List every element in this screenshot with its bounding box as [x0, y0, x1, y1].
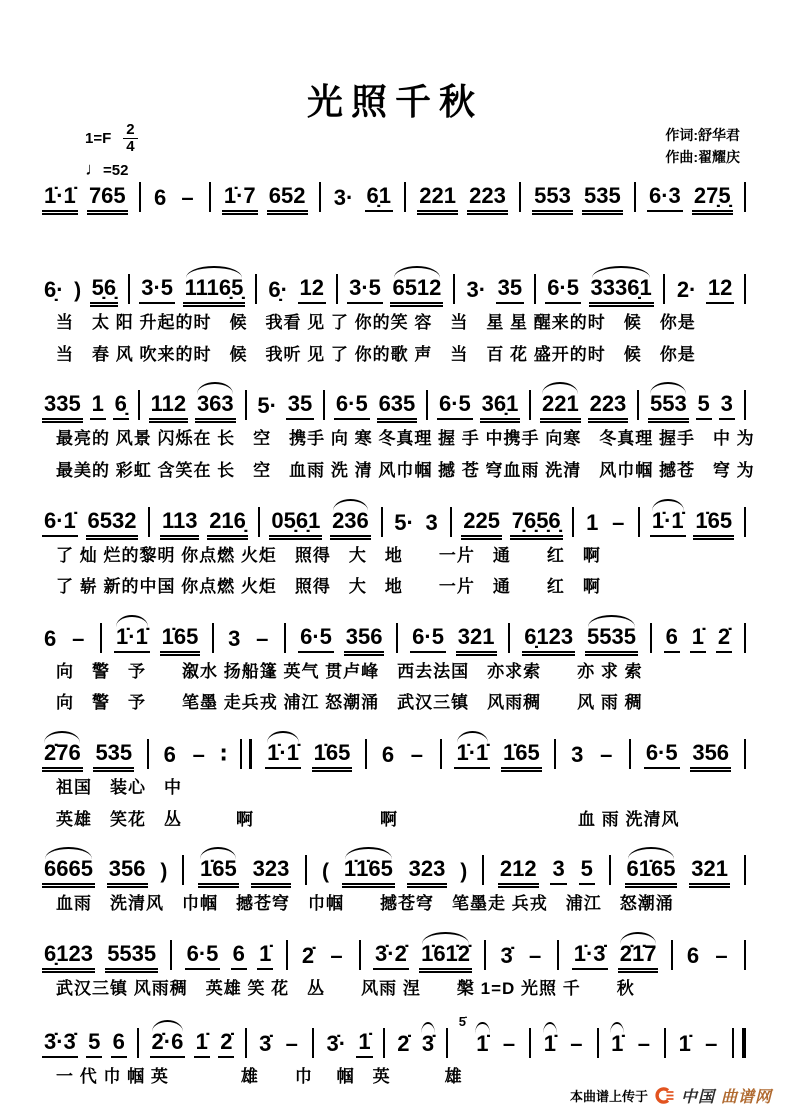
barline	[744, 940, 746, 970]
repeat-barline	[240, 739, 252, 769]
barline	[744, 507, 746, 537]
barline	[629, 739, 631, 769]
barline	[529, 390, 531, 420]
note-group: 6532	[86, 510, 139, 537]
site-name-cn: 中国	[680, 1089, 715, 1106]
barline	[404, 182, 406, 212]
barline	[148, 507, 150, 537]
barline	[336, 274, 338, 304]
site-name-rest: 曲谱网	[720, 1089, 772, 1106]
duration-dash: –	[285, 1030, 298, 1056]
note-group: 652	[267, 185, 308, 212]
notation-symbol: )	[74, 279, 82, 302]
duration-dash: –	[72, 625, 85, 651]
duration-dash: –	[410, 742, 424, 768]
note-group: 05̣6̣1	[269, 510, 322, 537]
note-group: 6̣123	[522, 626, 575, 653]
barline	[139, 182, 141, 212]
note-group: 6·5	[410, 626, 446, 653]
note-group: 5̣6̣	[90, 277, 118, 304]
barline	[609, 855, 611, 885]
notes-row	[42, 172, 748, 212]
duration-dash: –	[330, 943, 343, 969]
barline	[286, 940, 288, 970]
note-group: 6	[664, 626, 680, 653]
music-system	[42, 497, 748, 600]
music-system	[42, 845, 748, 917]
note-group: 6665	[42, 858, 95, 885]
lyrics-line: 一 代 巾 帼 英 雄 巾 帼 英 雄	[56, 1066, 463, 1086]
lyrics-line: 祖国 装心 中	[56, 778, 182, 798]
barline	[319, 182, 321, 212]
note-group: 3̇·2̇	[373, 943, 409, 970]
note-group: 6	[686, 943, 700, 969]
barline	[663, 274, 665, 304]
note-group: 1̇·1̇	[42, 185, 78, 212]
key-signature: 1=F	[85, 129, 112, 147]
barline	[426, 390, 428, 420]
lyrics-line: 当 太 阳 升起的时 候 我看 见 了 你的笑 容 当 星 星 醒来的时 候 你是	[56, 313, 696, 332]
barline	[744, 855, 746, 885]
note-group: 6·5	[298, 626, 334, 653]
note-group: 1116̣5̣	[183, 277, 246, 304]
note-group: 323	[251, 858, 292, 885]
duration-dash: –	[192, 742, 205, 768]
footer	[570, 1084, 772, 1107]
note-group: 212	[498, 858, 539, 885]
barline	[138, 390, 140, 420]
note-group: 221	[540, 393, 581, 420]
notes-row	[42, 845, 748, 885]
duration-dash: –	[715, 943, 728, 969]
upload-note: 本曲谱上传于	[569, 1089, 648, 1104]
note-group: 2̇·6	[150, 1031, 186, 1058]
notation-symbol: )	[460, 860, 468, 884]
notes-row	[42, 380, 748, 420]
notation-symbol: ∶	[220, 744, 227, 768]
barline	[484, 940, 486, 970]
lyrics-line: 向 警 予 笔墨 走兵戎 浦江 怒潮涌 武汉三镇 风雨稠 风 雨 稠	[56, 693, 643, 713]
note-group: 5	[86, 1031, 102, 1058]
barline	[245, 390, 247, 420]
note-group: 3̇·3̇	[42, 1031, 78, 1058]
duration-dash: –	[600, 742, 613, 768]
note-group: 6·5	[545, 277, 581, 304]
note-group: 5·	[257, 393, 277, 419]
music-system	[42, 172, 748, 212]
barline	[453, 274, 455, 304]
lyrics-line: 向 警 予 溆水 扬船篷 英气 贯卢峰 西去法国 亦求索 亦 求 索	[56, 661, 643, 681]
note-group: 1	[90, 393, 106, 420]
note-group: 6	[231, 943, 247, 970]
barline	[359, 940, 361, 970]
barline	[446, 1028, 448, 1058]
note-group: 335	[42, 393, 83, 420]
barline	[744, 623, 746, 653]
lyrics-line: 了 灿 烂的黎明 你点燃 火炬 照得 大 地 一片 通 红 啊	[56, 545, 601, 565]
note-group: 1̇	[543, 1030, 556, 1056]
music-system	[42, 1015, 748, 1090]
note-group: 3	[550, 858, 566, 885]
note-group: 3̇·	[326, 1030, 347, 1056]
notation-symbol: )	[160, 860, 168, 884]
note-group: 1̇·1̇	[650, 510, 686, 537]
note-group: 1̇65	[501, 742, 542, 769]
barline	[744, 390, 746, 420]
note-group: 6	[381, 742, 395, 768]
barline	[147, 739, 149, 769]
notation-symbol: (	[322, 860, 330, 884]
note-group: 3	[719, 393, 735, 420]
note-group: 1̇	[356, 1031, 372, 1058]
notes-row	[42, 264, 748, 304]
note-group: 5535	[105, 943, 158, 970]
note-group: 6·5	[437, 393, 473, 420]
note-group: 321	[689, 858, 730, 885]
note-group: 1̇·1̇	[114, 626, 150, 653]
grace-note: 5̇	[458, 1013, 466, 1029]
note-group: 356	[690, 742, 731, 769]
barline	[312, 1028, 314, 1058]
music-system	[42, 729, 748, 832]
barline	[508, 623, 510, 653]
note-group: 356	[344, 626, 385, 653]
note-group: 3·5	[347, 277, 383, 304]
note-group: 535	[93, 742, 134, 769]
time-denominator: 4	[126, 137, 135, 155]
barline	[744, 182, 746, 212]
duration-dash: –	[612, 509, 625, 535]
note-group: 6̣123	[42, 943, 95, 970]
note-group: 3	[228, 625, 241, 651]
barline	[396, 623, 398, 653]
barline	[381, 507, 383, 537]
barline	[212, 623, 214, 653]
barline	[323, 390, 325, 420]
duration-dash: –	[637, 1030, 650, 1056]
note-group: 6512	[390, 277, 443, 304]
note-group: 6̣1	[365, 185, 393, 212]
notes-row	[42, 729, 748, 769]
note-group: 1̇1̇65	[342, 858, 395, 885]
note-group: 7̣6̣5̣6̣	[510, 510, 563, 537]
note-group: 356	[107, 858, 148, 885]
note-group: 321	[456, 626, 497, 653]
barline	[245, 1028, 247, 1058]
note-group: 27̣5̣	[692, 185, 733, 212]
note-group: 765	[87, 185, 128, 212]
note-group: 3̇	[500, 943, 513, 969]
note-group: 1̇	[194, 1031, 210, 1058]
note-group: 6̣·	[44, 277, 64, 302]
lyricist: 作词:舒华君	[665, 127, 740, 143]
tempo-value: =52	[103, 161, 129, 179]
note-group: 1̇	[611, 1030, 624, 1056]
note-group: 1̇·7	[222, 185, 258, 212]
song-title: 光照千秋	[306, 81, 483, 122]
notes-row	[42, 613, 748, 653]
note-group: 635	[377, 393, 418, 420]
note-group: 113	[160, 510, 200, 537]
note-group: 2̇	[301, 943, 315, 969]
duration-dash: –	[705, 1030, 718, 1056]
barline	[634, 182, 636, 212]
lyrics-line: 最亮的 风景 闪烁在 长 空 携手 向 寒 冬真理 握 手 中携手 向寒 冬真理 握手 中 为	[56, 429, 755, 449]
note-group: 553	[648, 393, 689, 420]
barline	[638, 507, 640, 537]
barline	[383, 1028, 385, 1058]
note-group: 1̇	[257, 943, 273, 970]
note-group: 236	[330, 510, 371, 537]
barline	[744, 739, 746, 769]
quarter-note-icon: ♩	[85, 158, 103, 179]
composer: 作曲:翟耀庆	[665, 149, 740, 166]
note-group: 1̇65	[312, 742, 353, 769]
note-group: 2̇1̇7	[618, 943, 659, 970]
barline	[365, 739, 367, 769]
note-group: 225	[461, 510, 502, 537]
barline	[170, 940, 172, 970]
time-signature	[123, 122, 137, 155]
barline	[664, 1028, 666, 1058]
music-system	[42, 380, 755, 483]
note-group: 223	[467, 185, 508, 212]
barline	[305, 855, 307, 885]
barline	[450, 507, 452, 537]
barline	[209, 182, 211, 212]
note-group: 35	[286, 393, 314, 420]
note-group: 1̇	[476, 1030, 489, 1056]
note-group: 1̇·1̇	[265, 742, 301, 769]
notes-row	[42, 497, 748, 537]
note-group: 1̇65	[693, 510, 734, 537]
music-system	[42, 930, 748, 1002]
barline	[519, 182, 521, 212]
barline	[529, 1028, 531, 1058]
note-group: 5	[696, 393, 712, 420]
lyrics-line: 当 春 风 吹来的时 候 我听 见 了 你的歌 声 当 百 花 盛开的时 候 你是	[56, 344, 696, 364]
duration-dash: –	[570, 1030, 583, 1056]
barline	[100, 623, 102, 653]
barline	[255, 274, 257, 304]
note-group: 1̇65	[198, 858, 239, 885]
note-group: 535	[582, 185, 623, 212]
barline	[557, 940, 559, 970]
note-group: 221	[417, 185, 458, 212]
note-group: 2̇	[397, 1030, 410, 1056]
note-group: 6·3	[647, 185, 683, 212]
note-group: 2̇	[716, 626, 732, 653]
barline	[534, 274, 536, 304]
note-group: 6·5	[185, 943, 221, 970]
final-barline	[732, 1028, 746, 1058]
note-group: 3·	[333, 185, 354, 210]
credits	[665, 124, 740, 169]
barline	[671, 940, 673, 970]
note-group: 6·5	[644, 742, 680, 769]
note-group: 6	[44, 625, 57, 651]
note-group: 1̇65	[160, 626, 201, 653]
note-group: 3	[425, 509, 438, 535]
duration-dash: –	[256, 625, 269, 651]
lyrics-line: 了 崭 新的中国 你点燃 火炬 照得 大 地 一片 通 红 啊	[56, 577, 601, 597]
note-group: 61̇65	[625, 858, 678, 885]
note-group: 6	[163, 742, 176, 768]
note-group: 363	[195, 393, 236, 420]
lyrics-line: 武汉三镇 风雨稠 英雄 笑 花 丛 风雨 涅 槃 1=D 光照 千 秋	[56, 979, 635, 999]
note-group: 1̇61̇2̇	[419, 943, 472, 970]
note-group: 3̇	[259, 1030, 272, 1056]
barline	[744, 274, 746, 304]
note-group: 36̣1	[480, 393, 521, 420]
note-group: 3	[571, 742, 584, 768]
music-system	[42, 264, 748, 367]
lyrics-line: 血雨 洗清风 巾帼 撼苍穹 巾帼 撼苍穹 笔墨走 兵戎 浦江 怒潮涌	[56, 894, 674, 914]
note-group: 6	[153, 185, 167, 210]
note-group: 1̇·3̇	[572, 943, 608, 970]
note-group: 6̣·	[268, 277, 288, 302]
barline	[597, 1028, 599, 1058]
note-group: 112	[149, 393, 189, 420]
note-group: 216̣	[207, 510, 248, 537]
key-signature-block	[85, 122, 138, 180]
note-group: 223	[588, 393, 629, 420]
note-group: 5535	[585, 626, 638, 653]
note-group: 3336̣1	[589, 277, 654, 304]
barline	[182, 855, 184, 885]
duration-dash: –	[502, 1030, 516, 1056]
note-group: 12	[298, 277, 326, 304]
note-group: 6̣	[113, 393, 129, 420]
lyrics-line: 英雄 笑花 丛 啊 啊 血 雨 洗清风	[56, 809, 680, 829]
barline	[128, 274, 130, 304]
barline	[137, 1028, 139, 1058]
note-group: 323	[407, 858, 448, 885]
notes-row	[42, 930, 748, 970]
note-group: 2̇	[218, 1031, 234, 1058]
note-group: 12	[706, 277, 734, 304]
barline	[440, 739, 442, 769]
note-group: 553	[532, 185, 573, 212]
barline	[284, 623, 286, 653]
note-group: 3̇	[421, 1030, 435, 1056]
note-group: 6·5	[334, 393, 370, 420]
note-group: 5·	[394, 509, 414, 535]
note-group: 1̇·1̇	[454, 742, 490, 769]
note-group: 3·	[466, 277, 487, 302]
music-system	[42, 613, 748, 716]
note-group: 2̇76	[42, 742, 83, 769]
barline	[482, 855, 484, 885]
note-group: 1	[586, 509, 599, 535]
lyrics-line: 最美的 彩虹 含笑在 长 空 血雨 洗 清 风巾帼 撼 苍 穹血雨 洗清 风巾帼 撼苍 穹 为	[56, 460, 755, 480]
barline	[554, 739, 556, 769]
note-group: 35	[496, 277, 524, 304]
note-group: 1̇	[678, 1030, 691, 1056]
note-group: 6·1̇	[42, 510, 78, 537]
note-group: 3·5	[139, 277, 175, 304]
note-group: 2·	[676, 277, 697, 302]
time-numerator: 2	[123, 122, 137, 139]
barline	[637, 390, 639, 420]
barline	[258, 507, 260, 537]
site-logo-icon	[654, 1087, 675, 1104]
barline	[650, 623, 652, 653]
note-group: 6	[111, 1031, 127, 1058]
duration-dash: –	[528, 943, 542, 969]
notes-row	[42, 1015, 748, 1058]
note-group: 1̇	[690, 626, 706, 653]
note-group: 5	[579, 858, 595, 885]
barline	[572, 507, 574, 537]
duration-dash: –	[181, 185, 194, 210]
